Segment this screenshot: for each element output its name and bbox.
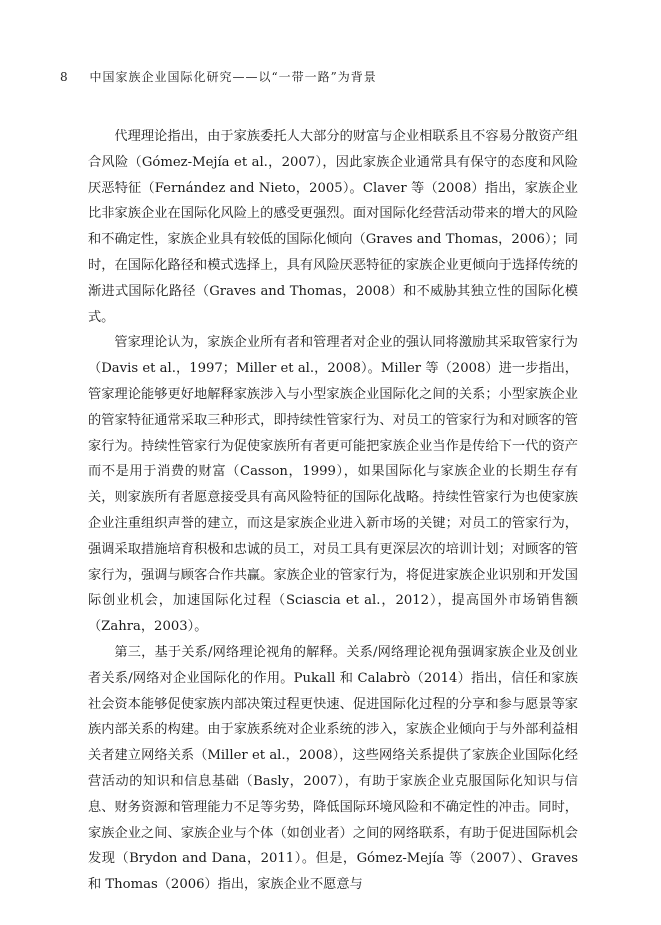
- running-title: 中国家族企业国际化研究——以“一带一路”为背景: [89, 70, 377, 84]
- body-text: [88, 124, 578, 898]
- paragraph-stewardship-theory: 管家理论认为，家族企业所有者和管理者对企业的强认同将激励其采取管家行为（Davis et al.，1997；Miller et al.，2008）。Miller 等（2008）进一步指出，管家理论能够更好地解释家族涉入与小型家族企业国际化之间的关系；小型家族企业的管家特征通常采取三种形式，即持续性管家行为、对员工的管家行为和对顾客的管家行为。持续性管家行为促使家族所有者更可能把家族企业当作是传给下一代的资产而不是用于消费的财富（Casson，1999），如果国际化与家族企业的长期生存有关，则家族所有者愿意接受具有高风险特征的国际化战略。持续性管家行为也使家族企业注重组织声誉的建立，而这是家族企业进入新市场的关键；对员工的管家行为，强调采取措施培育积极和忠诚的员工，对员工具有更深层次的培训计划；对顾客的管家行为，强调与顾客合作共赢。家族企业的管家行为，将促进家族企业识别和开发国际创业机会，加速国际化过程（Sciascia et al.，2012），提高国外市场销售额（Zahra，2003）。: [88, 335, 578, 635]
- page-number: 8: [60, 70, 69, 84]
- paragraph-network-theory: 第三，基于关系/网络理论视角的解释。关系/网络理论视角强调家族企业及创业者关系/网络对企业国际化的作用。Pukall 和 Calabrò（2014）指出，信任和家族社会资本能够促使家族内部决策过程更快速、促进国际化过程的分享和参与愿景等家族内部关系的构建。由于家族系统对企业系统的涉入，家族企业倾向于与外部利益相关者建立网络关系（Miller et al.，2008），这些网络关系提供了家族企业国际化经营活动的知识和信息基础（Basly，2007），有助于家族企业克服国际化知识与信息、财务资源和管理能力不足等劣势，降低国际环境风险和不确定性的冲击。同时，家族企业之间、家族企业与个体（如创业者）之间的网络联系，有助于促进国际机会发现（Brydon and Dana，2011）。但是，Gómez-Mejía 等（2007）、Graves 和 Thomas（2006）指出，家族企业不愿意与: [88, 644, 578, 893]
- running-header: [60, 68, 377, 85]
- paragraph-agency-theory: 代理理论指出，由于家族委托人大部分的财富与企业相联系且不容易分散资产组合风险（Gómez-Mejía et al.，2007），因此家族企业通常具有保守的态度和风险厌恶特征（Fernández and Nieto，2005）。Claver 等（2008）指出，家族企业比非家族企业在国际化风险上的感受更强烈。面对国际化经营活动带来的增大的风险和不确定性，家族企业具有较低的国际化倾向（Graves and Thomas，2006）；同时，在国际化路径和模式选择上，具有风险厌恶特征的家族企业更倾向于选择传统的渐进式国际化路径（Graves and Thomas，2008）和不威胁其独立性的国际化模式。: [88, 129, 578, 325]
